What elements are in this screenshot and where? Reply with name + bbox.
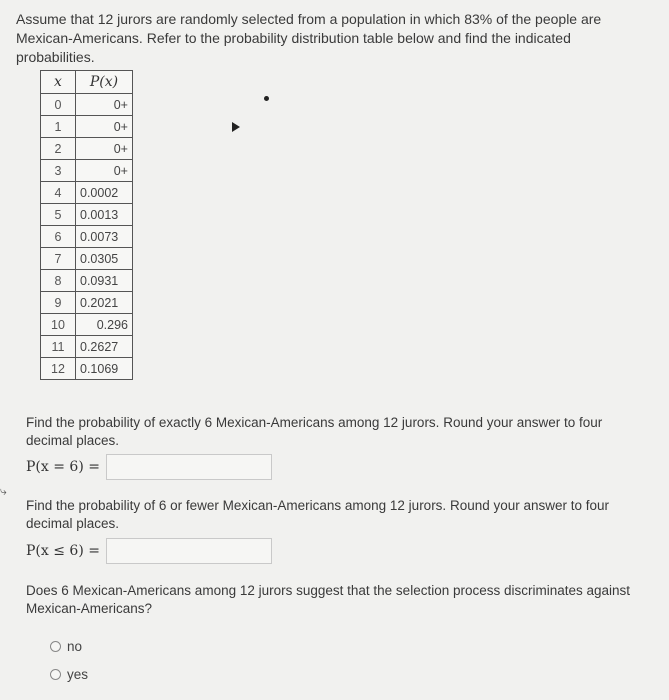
edge-mark-icon: ⤷ — [0, 484, 7, 498]
option-yes[interactable] — [50, 667, 88, 682]
question-1-answer-row — [26, 454, 272, 480]
question-1-text: Find the probability of exactly 6 Mexican-Americans among 12 jurors. Round your answer to four decimal places. — [26, 415, 603, 448]
cell-x: 6 — [41, 226, 76, 248]
cell-p: 0.0073 — [76, 226, 133, 248]
question-2-input[interactable] — [106, 538, 272, 564]
cell-x: 3 — [41, 160, 76, 182]
radio-no-icon[interactable] — [50, 641, 61, 652]
table-header-row — [41, 71, 133, 94]
cell-x: 7 — [41, 248, 76, 270]
table-row — [41, 292, 133, 314]
cell-p: 0.296 — [76, 314, 133, 336]
option-no-label: no — [67, 639, 83, 654]
option-no[interactable] — [50, 639, 82, 654]
cell-p: 0.0013 — [76, 204, 133, 226]
radio-yes-icon[interactable] — [50, 669, 61, 680]
cell-x: 1 — [41, 116, 76, 138]
cell-x: 9 — [41, 292, 76, 314]
table-row — [41, 182, 133, 204]
cursor-arrow-icon — [232, 122, 240, 132]
question-2-answer-row — [26, 538, 272, 564]
cell-p: 0.1069 — [76, 358, 133, 380]
cell-p: 0+ — [76, 116, 133, 138]
table-row — [41, 160, 133, 182]
problem-intro: Assume that 12 jurors are randomly selected from a population in which 83% of the people are Mexican-Americans. Refer to the probability distribution table below and find the indicated probabilities. — [16, 11, 602, 65]
cell-x: 0 — [41, 94, 76, 116]
cell-p: 0+ — [76, 94, 133, 116]
cell-x: 4 — [41, 182, 76, 204]
cell-p: 0.0002 — [76, 182, 133, 204]
cell-p: 0.0305 — [76, 248, 133, 270]
question-1-input[interactable] — [106, 454, 272, 480]
question-2-label: P(x ≤ 6) = — [26, 543, 100, 559]
cell-p: 0.0931 — [76, 270, 133, 292]
table-row — [41, 336, 133, 358]
cell-p: 0+ — [76, 160, 133, 182]
table-row — [41, 248, 133, 270]
cell-x: 5 — [41, 204, 76, 226]
table-row — [41, 138, 133, 160]
cell-x: 12 — [41, 358, 76, 380]
cell-x: 10 — [41, 314, 76, 336]
cursor-dot-icon — [264, 96, 269, 101]
question-2-text: Find the probability of 6 or fewer Mexican-Americans among 12 jurors. Round your answer to four decimal places. — [26, 498, 610, 531]
table-row — [41, 94, 133, 116]
probability-table — [40, 70, 133, 380]
table-row — [41, 358, 133, 380]
cell-x: 8 — [41, 270, 76, 292]
question-3-text: Does 6 Mexican-Americans among 12 jurors suggest that the selection process discriminates against Mexican-Americans? — [26, 583, 631, 616]
header-x: x — [41, 71, 76, 94]
table-row — [41, 314, 133, 336]
table-row — [41, 270, 133, 292]
table-row — [41, 204, 133, 226]
header-px: P(x) — [76, 71, 133, 94]
cell-x: 2 — [41, 138, 76, 160]
cell-p: 0+ — [76, 138, 133, 160]
cell-p: 0.2627 — [76, 336, 133, 358]
table-row — [41, 226, 133, 248]
option-yes-label: yes — [67, 667, 89, 682]
table-row — [41, 116, 133, 138]
cell-p: 0.2021 — [76, 292, 133, 314]
cell-x: 11 — [41, 336, 76, 358]
question-1-label: P(x = 6) = — [26, 459, 100, 475]
